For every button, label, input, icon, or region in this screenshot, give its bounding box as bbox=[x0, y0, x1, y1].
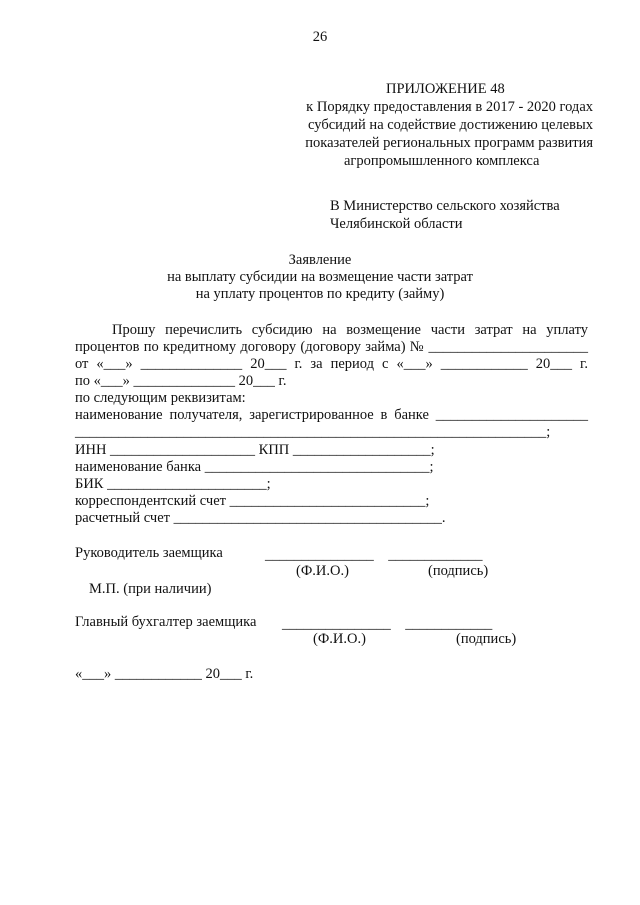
head-sign-caption: (подпись) bbox=[428, 563, 489, 579]
body-line-5: по следующим реквизитам: bbox=[75, 390, 246, 406]
document-subtitle-2: на уплату процентов по кредиту (займу) bbox=[195, 286, 445, 302]
addressee-line-2: Челябинской области bbox=[330, 216, 463, 232]
body-line-3: от «___» ______________ 20___ г. за период с «___» ____________ 20___ г. bbox=[75, 356, 588, 372]
addressee-line-1: В Министерство сельского хозяйства bbox=[330, 198, 560, 214]
body-line-6: наименование получателя, зарегистрированное в банке _____________________ bbox=[75, 407, 588, 423]
head-signature-lines: _______________ _____________ bbox=[265, 547, 483, 563]
body-line-11: корреспондентский счет ___________________________; bbox=[75, 493, 430, 509]
appendix-title: ПРИЛОЖЕНИЕ 48 bbox=[386, 81, 505, 97]
appendix-line-1: к Порядку предоставления в 2017 - 2020 годах bbox=[306, 99, 593, 115]
body-line-12: расчетный счет _____________________________________. bbox=[75, 510, 446, 526]
page-number: 26 bbox=[312, 29, 328, 45]
body-line-10: БИК ______________________; bbox=[75, 476, 271, 492]
body-line-9: наименование банка _______________________________; bbox=[75, 459, 434, 475]
body-line-1: Прошу перечислить субсидию на возмещение части затрат на уплату bbox=[112, 322, 588, 338]
appendix-line-4: агропромышленного комплекса bbox=[344, 153, 540, 169]
accountant-signature-lines: _______________ ____________ bbox=[282, 616, 493, 632]
stamp-label: М.П. (при наличии) bbox=[89, 581, 212, 597]
body-line-8: ИНН ____________________ КПП ___________________; bbox=[75, 442, 435, 458]
body-line-4: по «___» ______________ 20___ г. bbox=[75, 373, 287, 389]
body-line-2: процентов по кредитному договору (договору займа) № ______________________ bbox=[75, 339, 588, 355]
head-label: Руководитель заемщика bbox=[75, 545, 223, 561]
accountant-fio-caption: (Ф.И.О.) bbox=[313, 631, 366, 647]
appendix-line-2: субсидий на содействие достижению целевых bbox=[308, 117, 593, 133]
date-line: «___» ____________ 20___ г. bbox=[75, 666, 254, 682]
head-fio-caption: (Ф.И.О.) bbox=[296, 563, 349, 579]
document-subtitle-1: на выплату субсидии на возмещение части затрат bbox=[167, 269, 473, 285]
accountant-sign-caption: (подпись) bbox=[456, 631, 517, 647]
body-line-7: _________________________________________________________________; bbox=[75, 424, 551, 440]
accountant-label: Главный бухгалтер заемщика bbox=[75, 614, 257, 630]
appendix-line-3: показателей региональных программ развития bbox=[305, 135, 593, 151]
document-title: Заявление bbox=[288, 252, 352, 268]
